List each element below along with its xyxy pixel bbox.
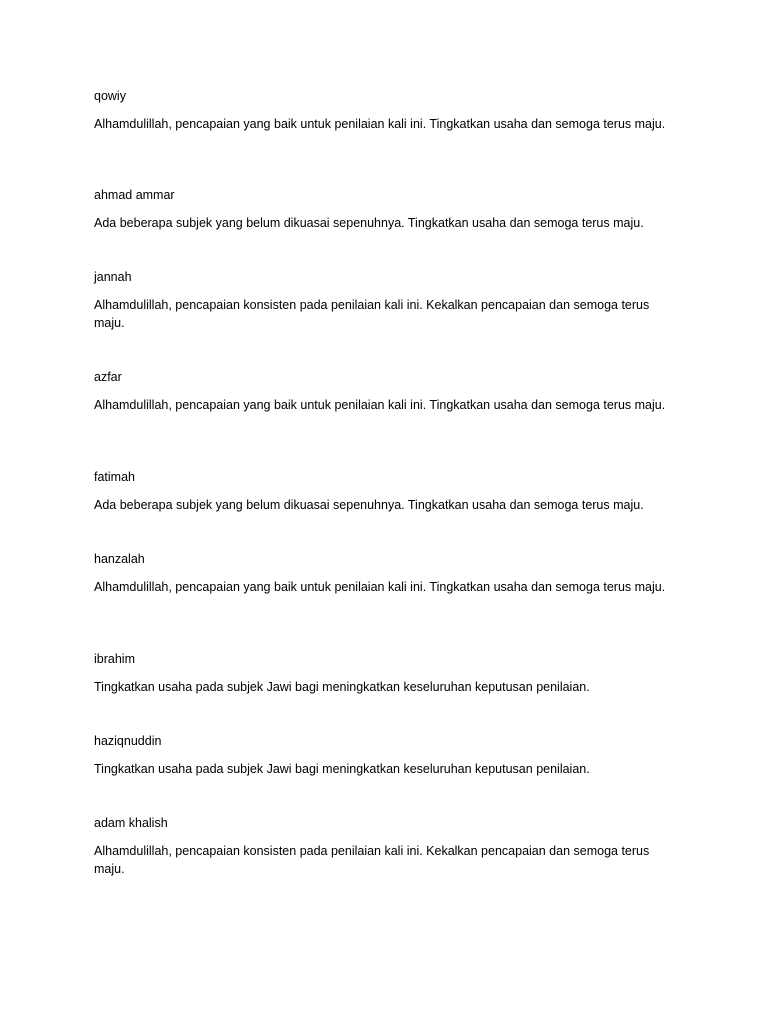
student-comment: Ada beberapa subjek yang belum dikuasai sepenuhnya. Tingkatkan usaha dan semoga terus maju. bbox=[94, 216, 644, 230]
student-name: haziqnuddin bbox=[94, 734, 162, 748]
student-name: fatimah bbox=[94, 470, 135, 484]
student-comment: Alhamdulillah, pencapaian konsisten pada penilaian kali ini. Kekalkan pencapaian dan semoga terus maju. bbox=[94, 298, 650, 330]
student-entry bbox=[94, 88, 674, 133]
student-name: azfar bbox=[94, 370, 122, 384]
student-comment: Alhamdulillah, pencapaian konsisten pada penilaian kali ini. Kekalkan pencapaian dan semoga terus maju. bbox=[94, 844, 650, 876]
student-entry bbox=[94, 733, 674, 778]
student-name: adam khalish bbox=[94, 816, 168, 830]
student-comment: Alhamdulillah, pencapaian yang baik untuk penilaian kali ini. Tingkatkan usaha dan semoga terus maju. bbox=[94, 398, 666, 412]
student-name: hanzalah bbox=[94, 552, 145, 566]
student-entry bbox=[94, 469, 674, 514]
student-name: ibrahim bbox=[94, 652, 135, 666]
student-comment: Tingkatkan usaha pada subjek Jawi bagi meningkatkan keseluruhan keputusan penilaian. bbox=[94, 680, 590, 694]
student-name: ahmad ammar bbox=[94, 188, 175, 202]
student-entry bbox=[94, 551, 674, 596]
student-name: jannah bbox=[94, 270, 132, 284]
student-comment: Tingkatkan usaha pada subjek Jawi bagi meningkatkan keseluruhan keputusan penilaian. bbox=[94, 762, 590, 776]
student-entry bbox=[94, 815, 674, 878]
student-entry bbox=[94, 187, 674, 232]
student-comment: Alhamdulillah, pencapaian yang baik untuk penilaian kali ini. Tingkatkan usaha dan semoga terus maju. bbox=[94, 580, 666, 594]
student-entry bbox=[94, 651, 674, 696]
student-comment: Alhamdulillah, pencapaian yang baik untuk penilaian kali ini. Tingkatkan usaha dan semoga terus maju. bbox=[94, 117, 666, 131]
student-comment: Ada beberapa subjek yang belum dikuasai sepenuhnya. Tingkatkan usaha dan semoga terus maju. bbox=[94, 498, 644, 512]
student-name: qowiy bbox=[94, 89, 126, 103]
student-entry bbox=[94, 269, 674, 332]
student-entry bbox=[94, 369, 674, 414]
